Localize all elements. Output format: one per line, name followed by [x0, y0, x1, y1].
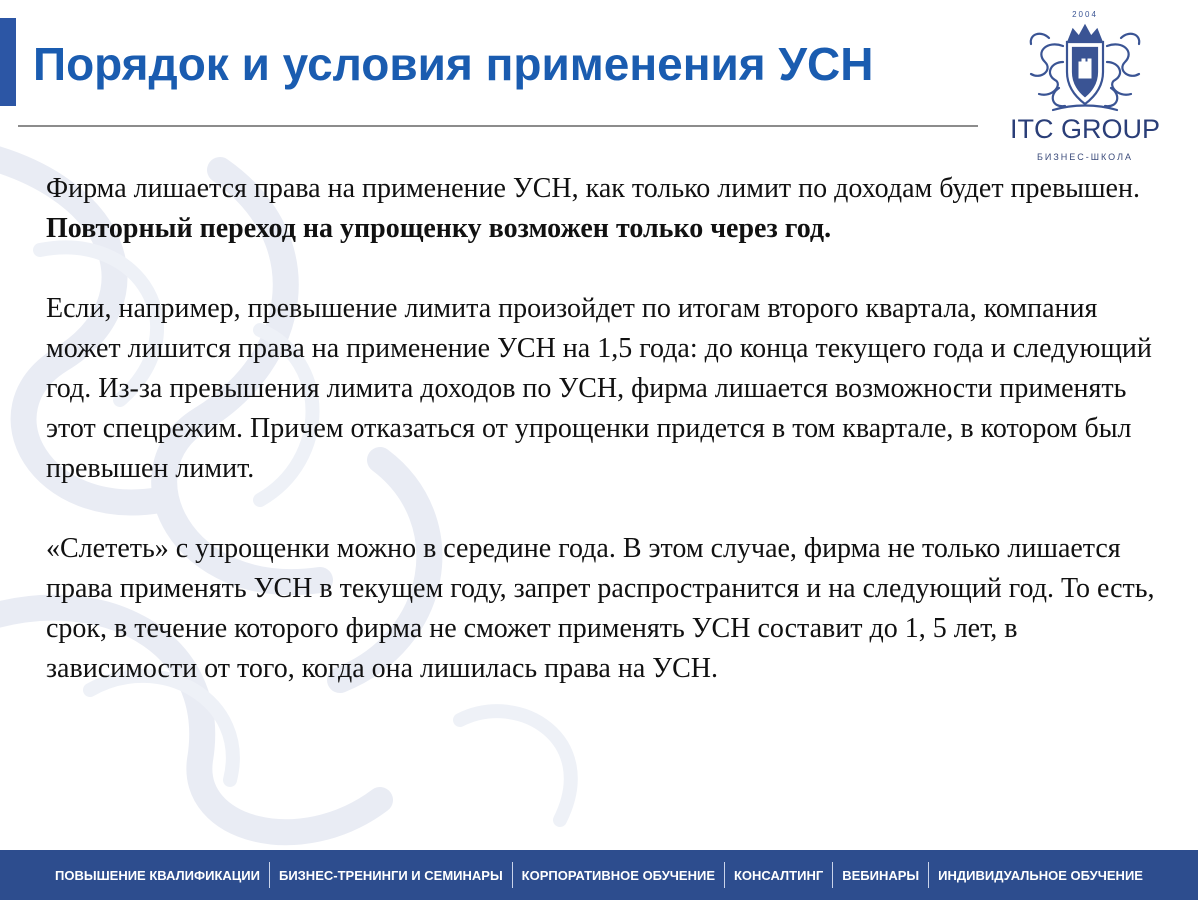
logo-year: 2004 — [1072, 10, 1098, 19]
footer-nav — [0, 850, 1198, 900]
title-accent-bar — [0, 18, 16, 106]
footer-item-qualification[interactable]: ПОВЫШЕНИЕ КВАЛИФИКАЦИИ — [55, 867, 260, 883]
footer-item-consulting[interactable]: КОНСАЛТИНГ — [734, 867, 824, 883]
paragraph-2: Если, например, превышение лимита произойдет по итогам второго квартала, компания может лишится права на применение УСН на 1,5 года: до конца текущего года и следующий год. Из-за превышения лимита доходов по УСН, фирма лишается возможности применять этот спецрежим. Причем отказаться от упрощенки придется в том квартале, в котором был превышен лимит. — [46, 293, 1152, 484]
crest-icon — [1023, 18, 1147, 118]
footer-item-individual[interactable]: ИНДИВИДУАЛЬНОЕ ОБУЧЕНИЕ — [938, 867, 1143, 883]
footer-item-trainings[interactable]: БИЗНЕС-ТРЕНИНГИ И СЕМИНАРЫ — [278, 867, 503, 883]
page-title: Порядок и условия применения УСН — [33, 38, 874, 90]
paragraph-1: Фирма лишается права на применение УСН, как только лимит по доходам будет превышен. — [46, 173, 1140, 204]
logo-subtitle: БИЗНЕС-ШКОЛА — [1036, 152, 1133, 162]
slide-body — [46, 169, 1166, 689]
footer-item-corporate[interactable]: КОРПОРАТИВНОЕ ОБУЧЕНИЕ — [521, 867, 715, 883]
paragraph-3: «Слететь» с упрощенки можно в середине года. В этом случае, фирма не только лишается права применять УСН в текущем году, запрет распространится и на следующий год. То есть, срок, в течение которого фирма не сможет применять УСН составит до 1, 5 лет, в зависимости от того, когда она лишилась права на УСН. — [46, 533, 1155, 684]
logo-name: ITC GROUP — [1009, 114, 1160, 144]
header-divider — [18, 125, 978, 127]
paragraph-1-bold: Повторный переход на упрощенку возможен только через год. — [46, 213, 832, 244]
itc-group-logo — [990, 8, 1180, 160]
paragraph-spacer — [46, 249, 1166, 289]
footer-item-webinars[interactable]: ВЕБИНАРЫ — [842, 867, 920, 883]
paragraph-spacer — [46, 489, 1166, 529]
